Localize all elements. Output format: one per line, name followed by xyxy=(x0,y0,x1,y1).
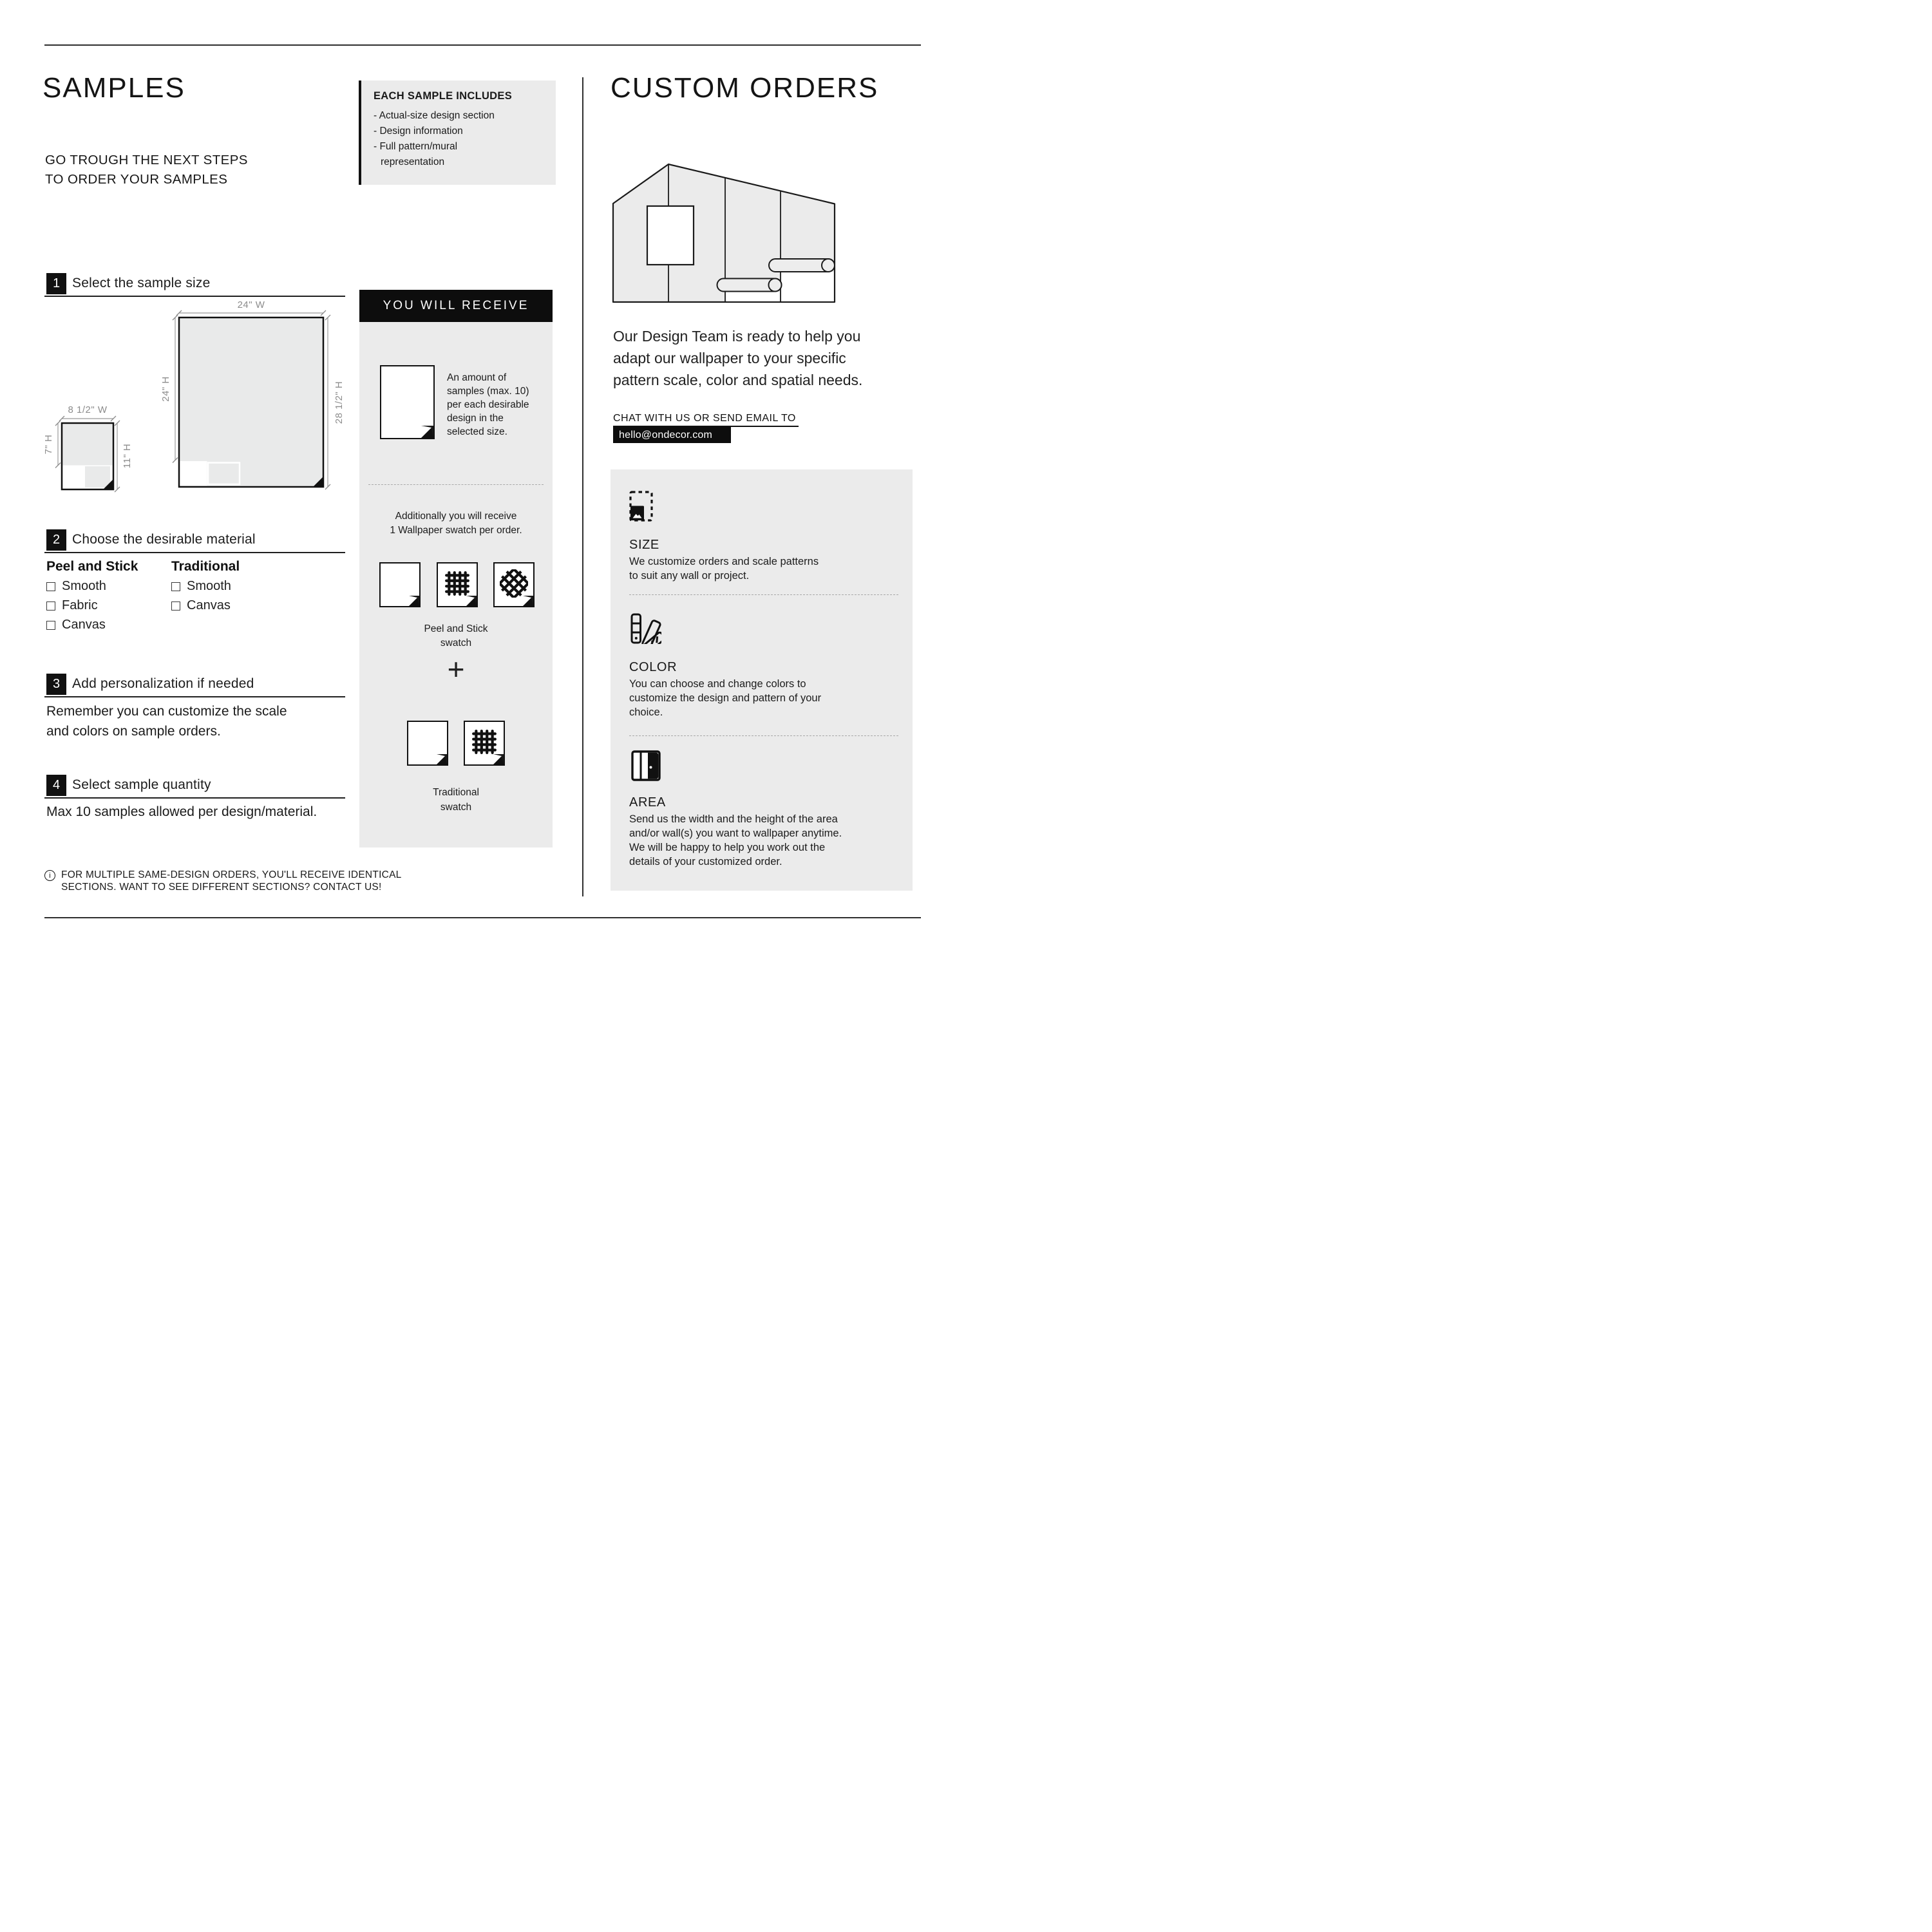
large-gray-height-label: 24" H xyxy=(160,376,171,402)
includes-item-continued: representation xyxy=(381,156,445,167)
option-traditional-canvas: Canvas xyxy=(171,598,231,613)
footnote-line: SECTIONS. WANT TO SEE DIFFERENT SECTIONS? CONTACT US! xyxy=(61,882,382,893)
step-4-rule xyxy=(44,797,345,799)
swatch-blank-icon xyxy=(407,721,448,766)
option-peel-fabric: Fabric xyxy=(46,598,98,613)
sample-page-icon xyxy=(380,365,435,439)
checkbox-icon xyxy=(171,601,180,611)
swatch-grid-icon xyxy=(437,562,478,607)
dashed-divider xyxy=(629,594,898,595)
page-fold-icon xyxy=(466,596,477,606)
step-4-number: 4 xyxy=(46,775,66,796)
area-wall-door-icon xyxy=(631,750,661,781)
small-width-label: 8 1/2" W xyxy=(68,404,108,415)
checkbox-icon xyxy=(46,621,55,630)
sample-size-diagram xyxy=(39,296,348,496)
samples-title: SAMPLES xyxy=(43,72,185,104)
checkbox-icon xyxy=(46,601,55,611)
samples-amount-text: An amount of samples (max. 10) per each desirable design in the selected size. xyxy=(447,372,529,437)
large-sample-figure xyxy=(160,299,345,489)
traditional-heading: Traditional xyxy=(171,559,240,574)
house-wallpaper-illustration xyxy=(609,160,840,308)
step-3-number: 3 xyxy=(46,674,66,695)
wallpaper-roll-icon xyxy=(769,259,835,272)
swatch-crosshatch-icon xyxy=(493,562,535,607)
swatch-grid-icon xyxy=(464,721,505,766)
step-1-number: 1 xyxy=(46,273,66,294)
option-peel-smooth: Smooth xyxy=(46,579,106,594)
dashed-divider xyxy=(368,484,544,485)
feature-size-text: We customize orders and scale patterns to suit any wall or project. xyxy=(629,556,819,582)
footnote-line: FOR MULTIPLE SAME-DESIGN ORDERS, YOU'LL RECEIVE IDENTICAL xyxy=(61,869,402,880)
small-gray-height-label: 7" H xyxy=(43,434,54,455)
small-full-height-label: 11" H xyxy=(122,443,133,469)
peel-and-stick-heading: Peel and Stick xyxy=(46,559,138,574)
large-full-height-label: 28 1/2" H xyxy=(334,381,345,424)
includes-title: EACH SAMPLE INCLUDES xyxy=(374,90,513,102)
column-divider xyxy=(582,77,583,896)
includes-item: - Design information xyxy=(374,126,463,137)
page-fold-icon xyxy=(421,426,433,438)
feature-color-text: You can choose and change colors to customize the design and pattern of your choice. xyxy=(629,678,822,718)
color-swatchbook-icon xyxy=(630,613,661,644)
bottom-rule xyxy=(44,917,921,918)
custom-orders-title: CUSTOM ORDERS xyxy=(611,72,879,104)
top-rule xyxy=(44,44,921,46)
you-will-receive-panel xyxy=(359,322,553,848)
plus-icon: + xyxy=(447,652,465,686)
checkbox-icon xyxy=(171,582,180,591)
peel-swatch-label: Peel and Stick swatch xyxy=(424,623,488,649)
includes-item: - Actual-size design section xyxy=(374,110,495,121)
step-1-title: Select the sample size xyxy=(72,276,211,290)
feature-color-name: COLOR xyxy=(629,660,677,674)
traditional-swatch-label: Traditional swatch xyxy=(433,787,479,813)
step-2-rule xyxy=(44,552,345,553)
step-2-number: 2 xyxy=(46,529,66,551)
checkbox-icon xyxy=(46,582,55,591)
feature-area-name: AREA xyxy=(629,795,666,810)
step-4-description: Max 10 samples allowed per design/material. xyxy=(46,804,317,819)
wallpaper-roll-icon xyxy=(717,279,782,292)
step-2-title: Choose the desirable material xyxy=(72,532,256,547)
feature-size-name: SIZE xyxy=(629,538,659,552)
size-selection-icon xyxy=(629,491,660,522)
page-fold-icon xyxy=(523,596,533,606)
window-shape xyxy=(647,206,694,265)
additional-swatch-text: Additionally you will receive 1 Wallpaper swatch per order. xyxy=(390,511,522,536)
step-3-title: Add personalization if needed xyxy=(72,676,254,691)
flyer-page xyxy=(0,0,966,966)
option-peel-canvas: Canvas xyxy=(46,618,106,632)
info-icon: i xyxy=(44,870,55,881)
small-sample-figure xyxy=(43,404,133,492)
page-fold-icon xyxy=(493,754,504,764)
swatch-blank-icon xyxy=(379,562,421,607)
you-will-receive-header: YOU WILL RECEIVE xyxy=(359,290,553,322)
contact-label: CHAT WITH US OR SEND EMAIL TO xyxy=(613,413,796,424)
custom-intro-text: Our Design Team is ready to help you adapt our wallpaper to your specific pattern scale, color and spatial needs. xyxy=(613,328,863,388)
custom-features-panel xyxy=(611,469,913,891)
page-fold-icon xyxy=(437,754,447,764)
page-fold-icon xyxy=(409,596,419,606)
step-3-description: Remember you can customize the scale and colors on sample orders. xyxy=(46,704,287,739)
step-3-rule xyxy=(44,696,345,697)
dashed-divider xyxy=(629,735,898,736)
feature-area-text: Send us the width and the height of the area and/or wall(s) you want to wallpaper anytime. We will be happy to help you work out the details of your customized order. xyxy=(629,813,842,867)
samples-subtitle: GO TROUGH THE NEXT STEPS TO ORDER YOUR SAMPLES xyxy=(45,153,248,187)
step-4-title: Select sample quantity xyxy=(72,777,211,792)
option-traditional-smooth: Smooth xyxy=(171,579,231,594)
each-sample-includes-box xyxy=(359,80,556,185)
includes-item: - Full pattern/mural xyxy=(374,141,458,152)
email-badge: hello@ondecor.com xyxy=(613,427,731,443)
large-width-label: 24" W xyxy=(237,299,265,310)
